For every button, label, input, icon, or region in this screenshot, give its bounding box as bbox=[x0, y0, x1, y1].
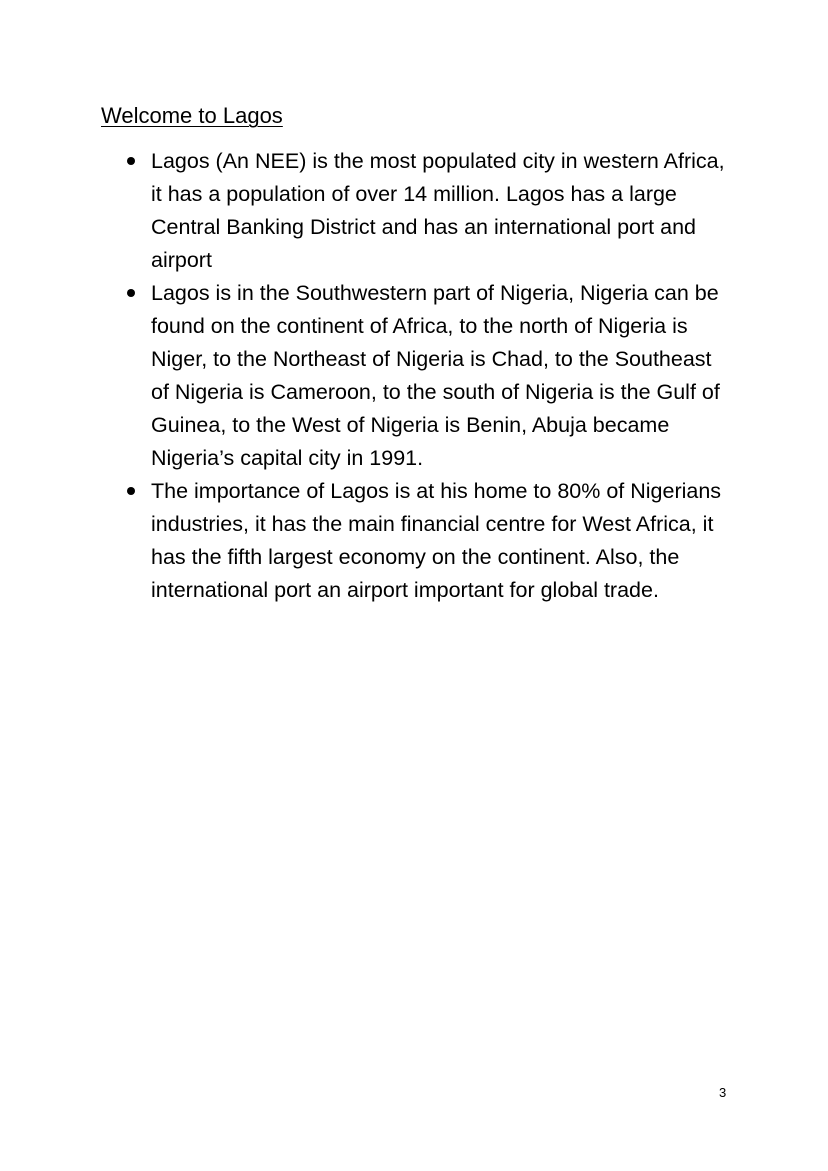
page-number: 3 bbox=[719, 1085, 727, 1100]
list-item-text: Lagos (An NEE) is the most populated city in western Africa, it has a population of over 14 million. Lagos has a large Central Banking District and has an international port and airport bbox=[151, 149, 725, 272]
list-item bbox=[151, 145, 731, 277]
bullet-dot-icon bbox=[127, 157, 135, 165]
bullet-dot-icon bbox=[127, 487, 135, 495]
list-item-text: Lagos is in the Southwestern part of Nigeria, Nigeria can be found on the continent of Africa, to the north of Nigeria is Niger, to the Northeast of Nigeria is Chad, to the Southeast of Nigeria is Cameroon, to the south of Nigeria is the Gulf of Guinea, to the West of Nigeria is Benin, Abuja became Nigeria’s capital city in 1991. bbox=[151, 281, 720, 470]
list-item bbox=[151, 277, 731, 475]
list-item bbox=[151, 475, 731, 607]
page-heading: Welcome to Lagos bbox=[101, 103, 283, 128]
bullet-dot-icon bbox=[127, 289, 135, 297]
list-item-text: The importance of Lagos is at his home to 80% of Nigerians industries, it has the main financial centre for West Africa, it has the fifth largest economy on the continent. Also, the international port an airport important for global trade. bbox=[151, 479, 722, 602]
bullet-list bbox=[151, 145, 731, 607]
